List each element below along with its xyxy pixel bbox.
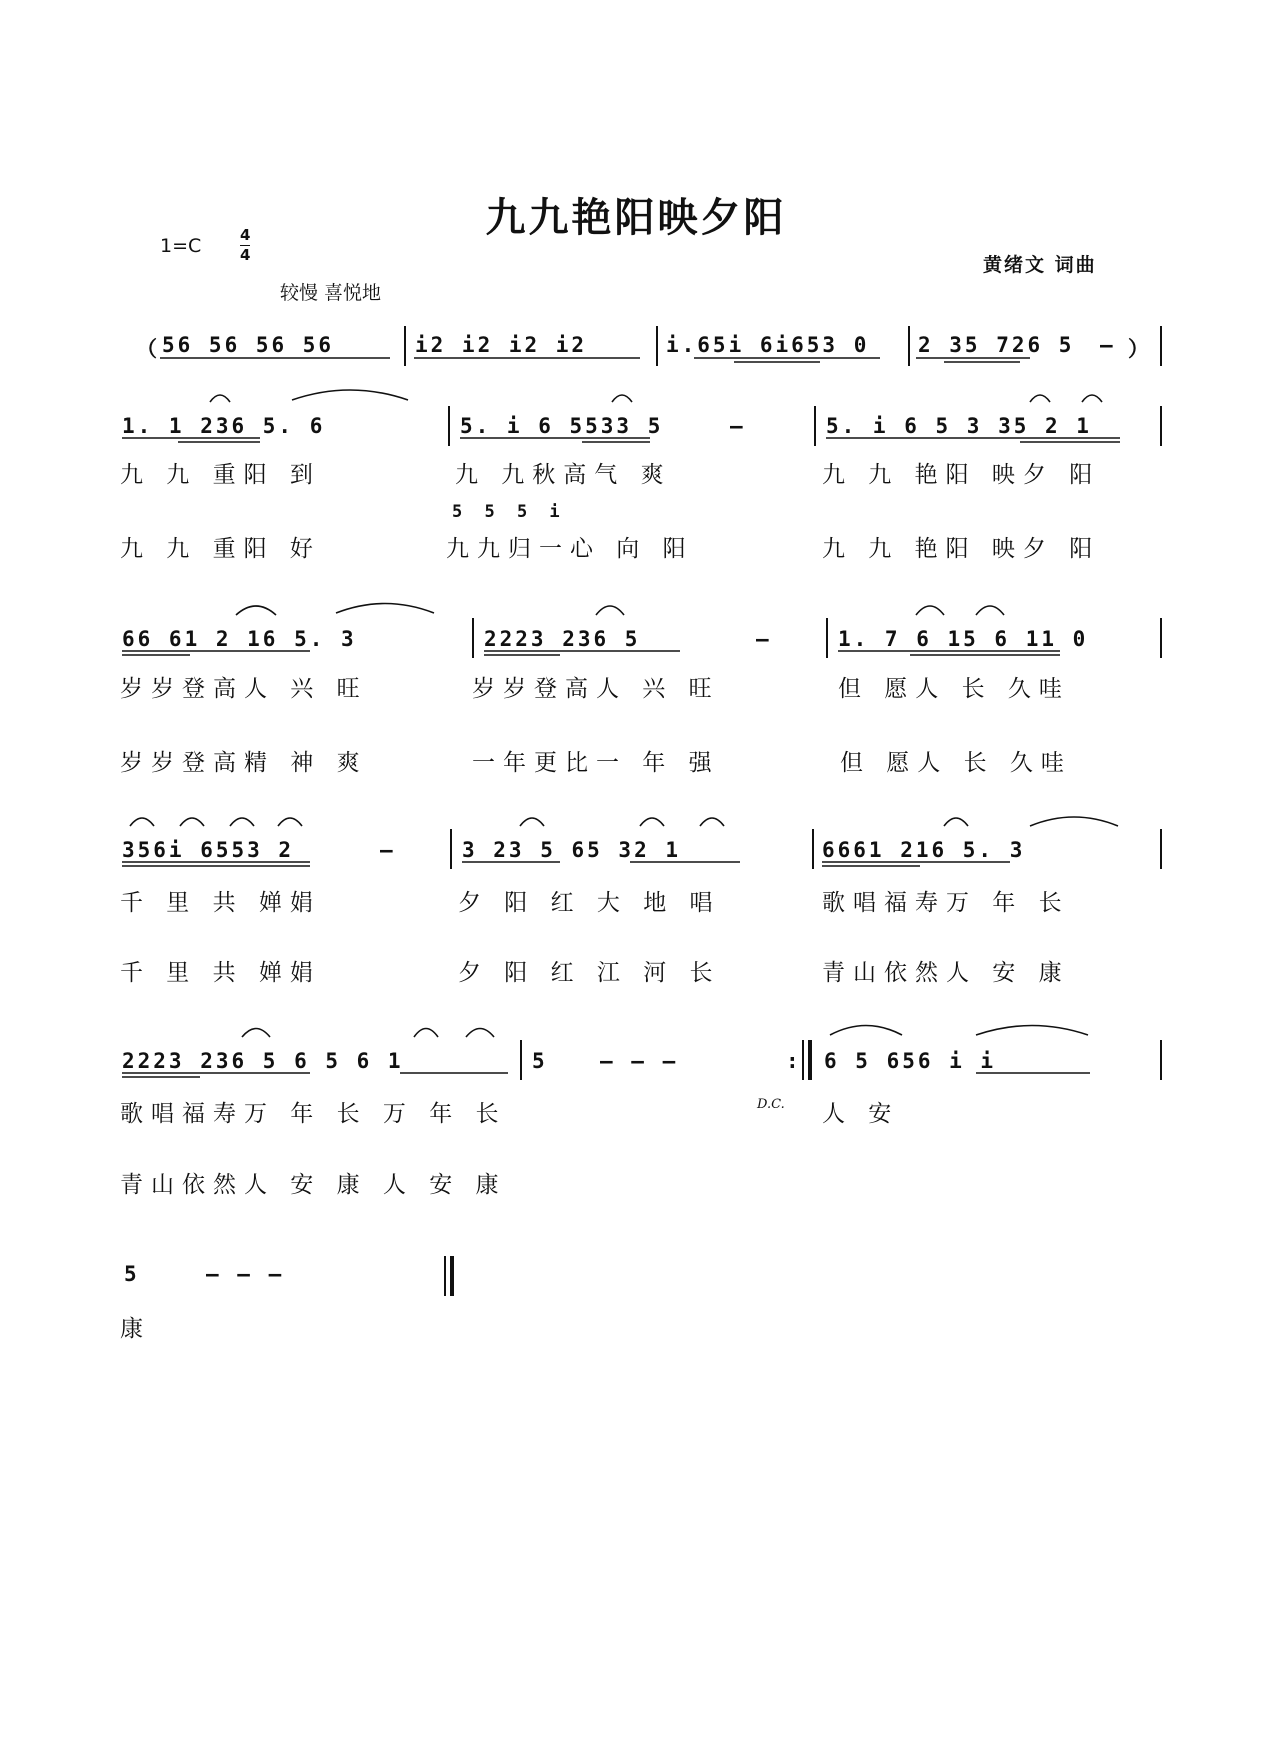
- slur: [520, 818, 544, 826]
- song-title: 九九艳阳映夕阳: [485, 194, 787, 241]
- row3-lyric2-m3: 青山依然人 安 康: [822, 960, 1070, 986]
- time-signature-bottom: 4: [240, 246, 251, 264]
- row1-measure-2-dash: –: [730, 414, 746, 438]
- row2-lyric2-m3: 但 愿人 长 久哇: [840, 750, 1072, 776]
- row4-lyric1-m1: 歌唱福寿万 年 长 万 年 长: [120, 1101, 507, 1127]
- slur: [1082, 395, 1102, 402]
- intro-measure-3: i.65i 6i653 0: [666, 333, 870, 357]
- row4-measure-2: 5: [532, 1049, 548, 1073]
- row2-lyric1-m3: 但 愿人 长 久哇: [838, 676, 1070, 702]
- row1-lyric1-m2: 九 九秋高气 爽: [455, 462, 672, 488]
- slur: [916, 606, 944, 615]
- slur: [596, 606, 624, 615]
- row2-measure-2-dash: –: [756, 627, 772, 651]
- row2-lyric2-m2: 一年更比一 年 强: [472, 750, 720, 776]
- row3-measure-3: 6661 216 5. 3: [822, 838, 1026, 862]
- row2-measure-1: 66 61 2 16 5. 3: [122, 627, 357, 651]
- slur: [242, 1029, 270, 1038]
- row5-measure-1: 5: [124, 1262, 140, 1286]
- slur: [1030, 395, 1050, 402]
- slur: [414, 1029, 438, 1038]
- intro-measure-2: i2 i2 i2 i2: [415, 333, 588, 357]
- slur: [700, 818, 724, 826]
- row3-lyric1-m3: 歌唱福寿万 年 长: [822, 890, 1070, 916]
- intro-dash: –: [1100, 333, 1116, 357]
- row2-lyric2-m1: 岁岁登高精 神 爽: [120, 750, 368, 776]
- row3-measure-1: 356i 6553 2: [122, 838, 295, 862]
- slur: [292, 390, 408, 400]
- time-signature-top: 4: [240, 226, 251, 244]
- tempo-marking: 较慢 喜悦地: [280, 282, 382, 304]
- intro-open-paren: （: [136, 337, 160, 361]
- slur: [230, 818, 254, 826]
- row3-measure-1-dash: –: [380, 838, 396, 862]
- intro-measure-1: 56 56 56 56: [162, 333, 335, 357]
- row1-measure-3: 5. i 6 5 3 35 2 1: [826, 414, 1092, 438]
- row3-lyric1-m2: 夕 阳 红 大 地 唱: [458, 890, 721, 916]
- slur: [1030, 817, 1118, 826]
- row3-lyric2-m2: 夕 阳 红 江 河 长: [458, 960, 721, 986]
- row1-lyric1-m3: 九 九 艳阳 映夕 阳: [822, 462, 1101, 488]
- row4-lyric1-m3: 人 安: [822, 1101, 900, 1127]
- slur: [278, 818, 302, 826]
- row1-lyric2-m2: 九九归一心 向 阳: [446, 536, 694, 562]
- row4-lyric2-m1: 青山依然人 安 康 人 安 康: [120, 1172, 507, 1198]
- row3-lyric1-m1: 千 里 共 婵娟: [120, 890, 321, 916]
- row4-measure-3: 6 5 656 i i: [824, 1049, 997, 1073]
- slur: [830, 1026, 902, 1036]
- slur: [180, 818, 204, 826]
- intro-close-paren: ）: [1128, 337, 1152, 361]
- row2-lyric1-m1: 岁岁登高人 兴 旺: [120, 676, 368, 702]
- row1-lyric1-m1: 九 九 重阳 到: [120, 462, 321, 488]
- slur: [336, 604, 434, 614]
- da-capo-marking: D.C.: [757, 1097, 785, 1112]
- repeat-sign-dots: :: [786, 1049, 802, 1073]
- slur: [466, 1029, 494, 1038]
- slur: [210, 395, 230, 402]
- slur: [976, 1026, 1088, 1036]
- row4-measure-2-dashes: – – –: [600, 1049, 679, 1073]
- row1-lyric2-m1: 九 九 重阳 好: [120, 536, 321, 562]
- slur: [944, 818, 968, 826]
- slur: [640, 818, 664, 826]
- slur: [612, 395, 632, 402]
- row3-lyric2-m1: 千 里 共 婵娟: [120, 960, 321, 986]
- slur: [236, 606, 276, 615]
- slur: [976, 606, 1004, 615]
- row2-lyric1-m2: 岁岁登高人 兴 旺: [472, 676, 720, 702]
- row1-lyric2-m3: 九 九 艳阳 映夕 阳: [822, 536, 1101, 562]
- row2-measure-2: 2223 236 5: [484, 627, 641, 651]
- row5-dashes: – – –: [206, 1262, 285, 1286]
- row4-measure-1: 2223 236 5 6 5 6 1: [122, 1049, 404, 1073]
- key-signature: 1=C: [160, 235, 202, 257]
- row2-measure-3: 1. 7 6 15 6 11 0: [838, 627, 1089, 651]
- row1-grace-notes: 5 5 5 i: [452, 502, 566, 522]
- slur: [130, 818, 154, 826]
- row1-measure-1: 1. 1 236 5. 6: [122, 414, 326, 438]
- row1-measure-2: 5. i 6 5533 5: [460, 414, 664, 438]
- row5-lyric: 康: [120, 1316, 151, 1342]
- intro-measure-4: 2 35 726 5: [918, 333, 1075, 357]
- row3-measure-2: 3 23 5 65 32 1: [462, 838, 682, 862]
- composer-credit: 黄绪文 词曲: [983, 254, 1097, 276]
